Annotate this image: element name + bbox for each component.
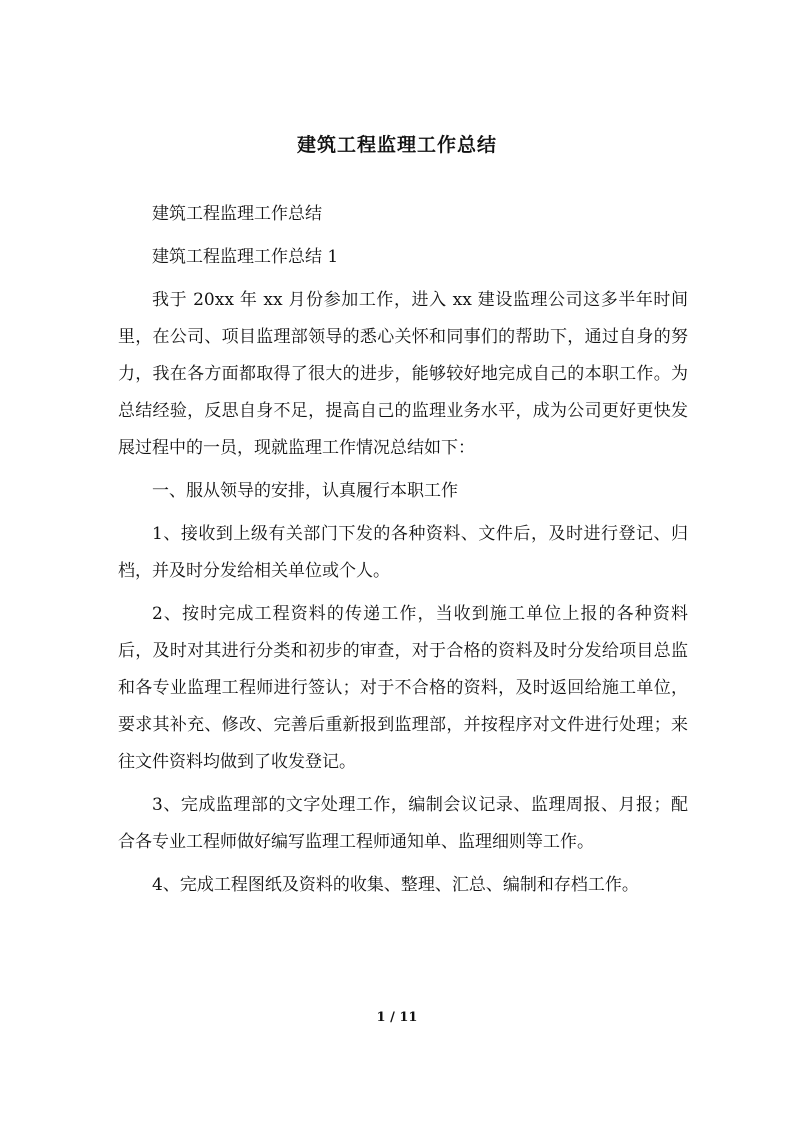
section-heading-1: 一、服从领导的安排，认真履行本职工作 (152, 481, 458, 501)
list-item-2: 2、按时完成工程资料的传递工作，当收到施工单位上报的各种资料后，及时对其进行分类和初步的审查，对于合格的资料及时分发给项目总监和各专业监理工程师进行签认；对于不合格的资料，及时返回给施工单位，要求其补充、修改、完善后重新报到监理部，并按程序对文件进行处理；来往文件资料均做到了收发登记。 (118, 604, 688, 772)
paragraph-intro: 我于 20xx 年 xx 月份参加工作，进入 xx 建设监理公司这多半年时间里，在公司、项目监理部领导的悉心关怀和同事们的帮助下，通过自身的努力，我在各方面都取得了很大的进步，能够较好地完成自己的本职工作。为总结经验，反思自身不足，提高自己的监理业务水平，成为公司更好更快发展过程中的一员，现就监理工作情况总结如下： (118, 290, 688, 458)
list-item-1: 1、接收到上级有关部门下发的各种资料、文件后，及时进行登记、归档，并及时分发给相关单位或个人。 (118, 524, 688, 581)
list-item-3: 3、完成监理部的文字处理工作，编制会议记录、监理周报、月报；配合各专业工程师做好编写监理工程师通知单、监理细则等工作。 (118, 795, 688, 852)
document-title: 建筑工程监理工作总结 (296, 134, 497, 156)
list-item-4: 4、完成工程图纸及资料的收集、整理、汇总、编制和存档工作。 (152, 875, 639, 895)
paragraph-subheading: 建筑工程监理工作总结 1 (152, 247, 339, 267)
page-number: 1 / 11 (376, 1010, 418, 1025)
document-body (118, 196, 688, 910)
paragraph-heading: 建筑工程监理工作总结 (152, 204, 322, 224)
